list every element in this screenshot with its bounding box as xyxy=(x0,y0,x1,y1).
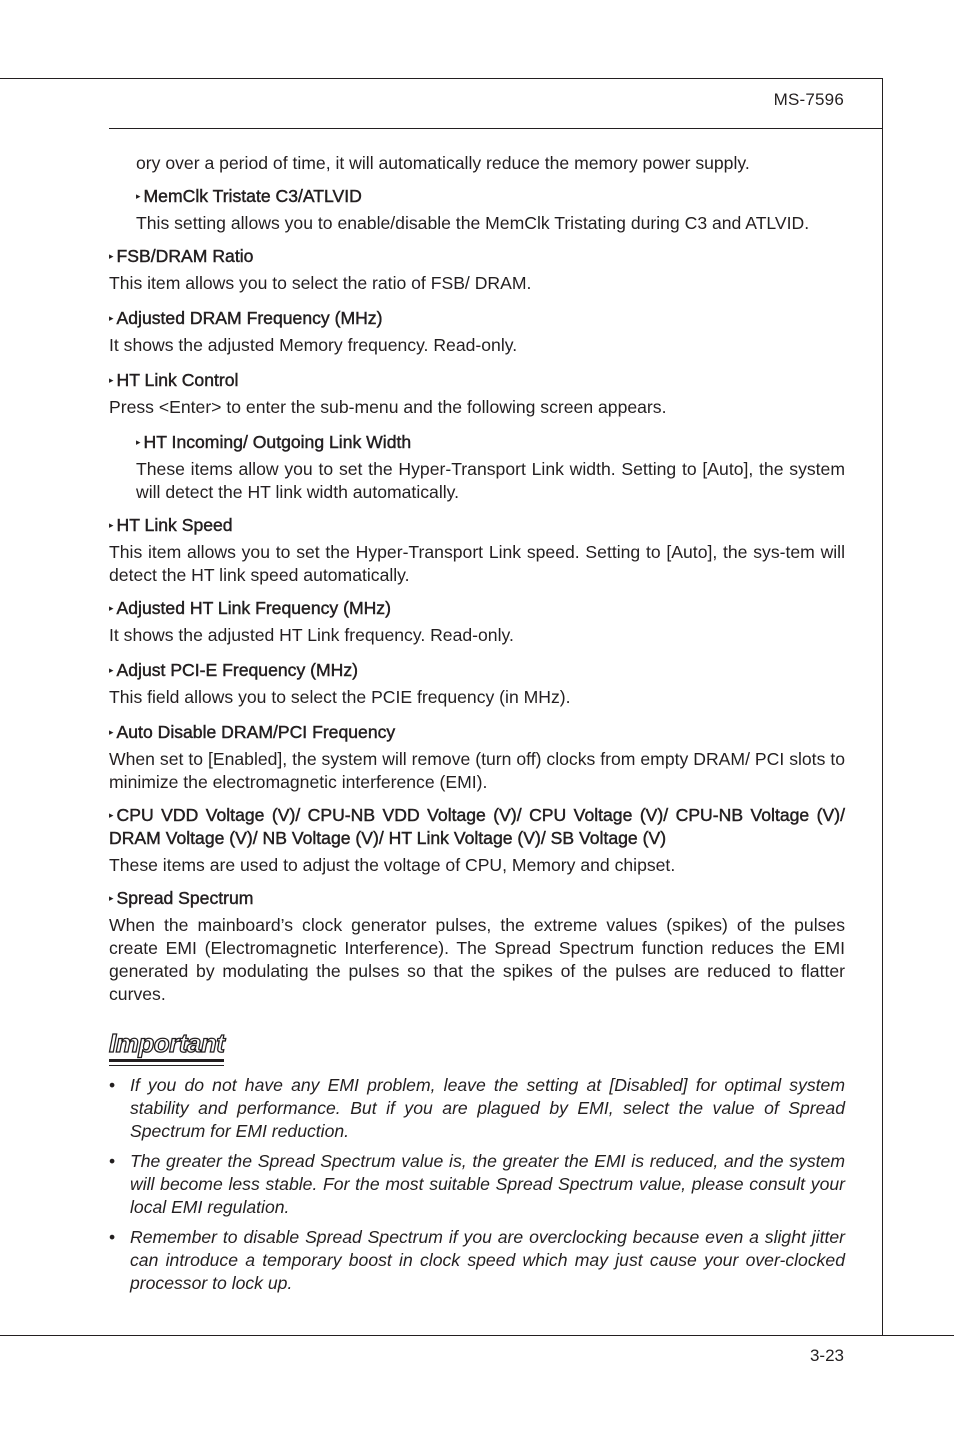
auto-disable-title: Auto Disable DRAM/PCI Frequency xyxy=(116,722,396,742)
pcie-text: This field allows you to select the PCIE frequency (in MHz). xyxy=(109,687,571,707)
adj-dram-text: It shows the adjusted Memory frequency. Read-only. xyxy=(109,335,518,355)
arrow-icon: ▸ xyxy=(109,251,114,261)
arrow-icon: ▸ xyxy=(109,893,114,903)
memclk-heading xyxy=(109,185,845,208)
ht-width-heading xyxy=(109,431,845,454)
spread-heading xyxy=(109,887,845,910)
ht-width-title: HT Incoming/ Outgoing Link Width xyxy=(143,432,412,452)
auto-disable-heading xyxy=(109,721,845,744)
important-item-text: If you do not have any EMI problem, leave the setting at [Disabled] for optimal system stability and performance. But if you are plagued by EMI, select the value of Spread Spectrum for EMI reduction. xyxy=(130,1075,845,1141)
voltages-heading xyxy=(109,804,845,850)
important-item-text: Remember to disable Spread Spectrum if you are overclocking because even a slight jitter can introduce a temporary boost in clock speed which may just cause your over-clocked processor to lock up. xyxy=(130,1227,845,1293)
arrow-icon: ▸ xyxy=(109,313,114,323)
memory-continued-text: ory over a period of time, it will automatically reduce the memory power supply. xyxy=(136,153,750,173)
voltages-text: These items are used to adjust the voltage of CPU, Memory and chipset. xyxy=(109,855,676,875)
arrow-icon: ▸ xyxy=(109,810,114,820)
ht-speed-text: This item allows you to set the Hyper-Transport Link speed. Setting to [Auto], the sys-tem will detect the HT link speed automatically. xyxy=(109,542,845,585)
adj-ht-title: Adjusted HT Link Frequency (MHz) xyxy=(116,598,391,618)
important-title-block xyxy=(109,1028,224,1062)
ht-speed-heading xyxy=(109,514,845,537)
memclk-title: MemClk Tristate C3/ATLVID xyxy=(143,186,362,206)
important-item xyxy=(109,1074,845,1143)
arrow-icon: ▸ xyxy=(109,665,114,675)
fsb-dram-title: FSB/DRAM Ratio xyxy=(116,246,254,266)
header-underline xyxy=(109,128,883,129)
adj-ht-text: It shows the adjusted HT Link frequency. Read-only. xyxy=(109,625,514,645)
arrow-icon: ▸ xyxy=(136,437,141,447)
ht-speed-title: HT Link Speed xyxy=(116,515,233,535)
memclk-text: This setting allows you to enable/disable the MemClk Tristating during C3 and ATLVID. xyxy=(136,213,810,233)
ht-link-control-title: HT Link Control xyxy=(116,370,239,390)
arrow-icon: ▸ xyxy=(109,520,114,530)
model-number: MS-7596 xyxy=(773,90,844,109)
bullet-icon: • xyxy=(109,1075,116,1095)
fsb-dram-heading xyxy=(109,245,845,268)
ht-width-text: These items allow you to set the Hyper-Transport Link width. Setting to [Auto], the system will detect the HT link width automatically. xyxy=(136,459,845,502)
fsb-dram-text: This item allows you to select the ratio of FSB/ DRAM. xyxy=(109,273,532,293)
spread-text: When the mainboard’s clock generator pulses, the extreme values (spikes) of the pulses create EMI (Electromagnetic Interference). The Spread Spectrum function reduces the EMI generated by modulating the pulses so that the spikes of the pulses are reduced to flatter curves. xyxy=(109,915,845,1004)
top-rule xyxy=(0,78,883,79)
important-item xyxy=(109,1150,845,1219)
important-item-text: The greater the Spread Spectrum value is, the greater the EMI is reduced, and the system will become less stable. For the most suitable Spread Spectrum value, please consult your local EMI regulation. xyxy=(130,1151,845,1217)
arrow-icon: ▸ xyxy=(109,727,114,737)
adj-ht-heading xyxy=(109,597,845,620)
important-list xyxy=(109,1074,845,1295)
arrow-icon: ▸ xyxy=(109,375,114,385)
spread-title: Spread Spectrum xyxy=(116,888,254,908)
pcie-title: Adjust PCI-E Frequency (MHz) xyxy=(116,660,359,680)
page-content xyxy=(109,152,845,1302)
bullet-icon: • xyxy=(109,1227,116,1247)
page-number: 3-23 xyxy=(809,1346,844,1365)
adj-dram-title: Adjusted DRAM Frequency (MHz) xyxy=(116,308,383,328)
right-frame-rule xyxy=(882,78,883,1336)
bullet-icon: • xyxy=(109,1151,116,1171)
ht-link-control-text: Press <Enter> to enter the sub-menu and the following screen appears. xyxy=(109,397,667,417)
ht-link-control-heading xyxy=(109,369,845,392)
voltages-title: CPU VDD Voltage (V)/ CPU-NB VDD Voltage (V)/ CPU Voltage (V)/ CPU-NB Voltage (V)/ DRAM Voltage (V)/ NB Voltage (V)/ HT Link Voltage (V)/ SB Voltage (V) xyxy=(109,805,845,848)
pcie-heading xyxy=(109,659,845,682)
arrow-icon: ▸ xyxy=(136,191,141,201)
important-item xyxy=(109,1226,845,1295)
footer-rule xyxy=(0,1335,954,1336)
adj-dram-heading xyxy=(109,307,845,330)
important-title: Important xyxy=(109,1028,225,1058)
arrow-icon: ▸ xyxy=(109,603,114,613)
auto-disable-text: When set to [Enabled], the system will remove (turn off) clocks from empty DRAM/ PCI slots to minimize the electromagnetic interference (EMI). xyxy=(109,749,845,792)
